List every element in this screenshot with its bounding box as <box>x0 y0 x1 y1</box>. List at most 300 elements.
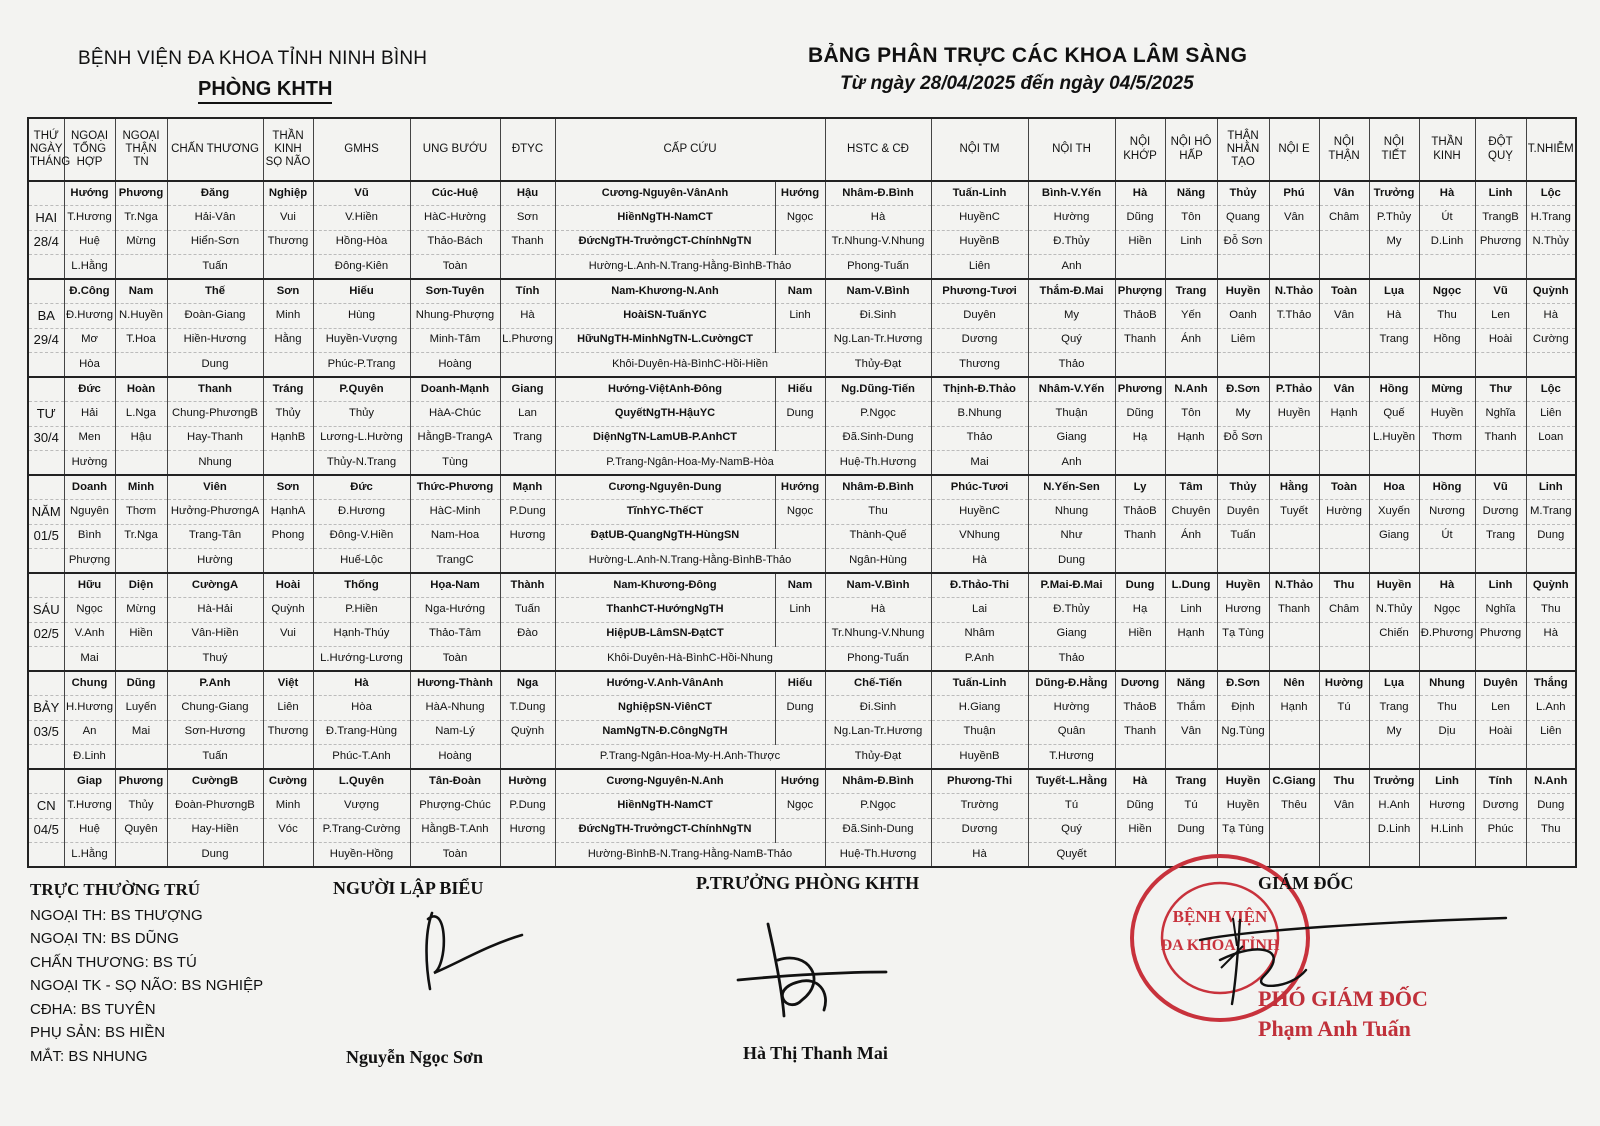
weekday-label: TƯ <box>28 402 64 427</box>
duty-cell: Huyền <box>1217 573 1269 598</box>
duty-cell: Nam-Khương-N.Anh <box>555 279 775 304</box>
duty-cell: Duyên <box>931 304 1028 329</box>
duty-cell: Hiền <box>1115 818 1165 843</box>
duty-cell: L.Nga <box>115 402 167 427</box>
duty-cell: Dịu <box>1419 720 1475 745</box>
duty-cell: HạnhB <box>263 426 313 451</box>
day-cell <box>28 843 64 868</box>
duty-cell: Quỳnh <box>1526 573 1576 598</box>
duty-cell: Hà <box>931 549 1028 574</box>
duty-cell: Oanh <box>1217 304 1269 329</box>
duty-cell: Liên <box>263 696 313 721</box>
duty-cell <box>775 720 825 745</box>
duty-cell: Trang <box>1165 769 1217 794</box>
duty-cell: Doanh <box>64 475 115 500</box>
duty-cell: Thanh <box>1269 598 1319 623</box>
column-header: THỨ NGÀY THÁNG <box>28 118 64 181</box>
duty-cell: Huế-Lộc <box>313 549 410 574</box>
duty-cell: Huệ-Th.Hương <box>825 843 931 868</box>
duty-cell: Dung <box>1115 573 1165 598</box>
resident-line: NGOẠI TK - SỌ NÃO: BS NGHIỆP <box>30 977 264 994</box>
duty-cell: Ngọc <box>1419 279 1475 304</box>
duty-cell: Chuyên <box>1165 500 1217 525</box>
duty-cell: HàC-Hường <box>410 206 500 231</box>
duty-cell <box>115 549 167 574</box>
duty-cell: Nam-Hoa <box>410 524 500 549</box>
duty-cell: Thương <box>263 720 313 745</box>
schedule-row <box>28 794 1576 819</box>
resident-line: NGOẠI TH: BS THƯỢNG <box>30 906 203 924</box>
duty-cell: ĐứcNgTH-TrưởngCT-ChínhNgTN <box>555 818 775 843</box>
duty-cell: Vượng <box>313 794 410 819</box>
duty-cell <box>1369 647 1419 672</box>
duty-cell <box>500 353 555 378</box>
duty-cell: N.Thủy <box>1369 598 1419 623</box>
duty-cell: Ng.Lan-Tr.Hương <box>825 328 931 353</box>
duty-cell <box>1475 549 1526 574</box>
duty-cell: Hằng <box>263 328 313 353</box>
duty-cell <box>1115 451 1165 476</box>
duty-cell: Phương <box>115 181 167 206</box>
duty-cell: T.Hương <box>1028 745 1115 770</box>
duty-cell: Mai <box>64 647 115 672</box>
duty-cell: Minh <box>263 794 313 819</box>
deputy-head-title: P.TRƯỞNG PHÒNG KHTH <box>696 873 920 893</box>
duty-cell: Hà <box>1369 304 1419 329</box>
duty-cell: Hà <box>1115 181 1165 206</box>
duty-cell: Quyết <box>1028 843 1115 868</box>
duty-cell <box>1526 549 1576 574</box>
duty-cell: Huyền <box>1217 769 1269 794</box>
duty-cell: Linh <box>1475 181 1526 206</box>
day-cell <box>28 671 64 696</box>
deputy-director-role: PHÓ GIÁM ĐỐC <box>1258 986 1428 1011</box>
duty-cell: Phương-Thi <box>931 769 1028 794</box>
duty-cell: Đoàn-Giang <box>167 304 263 329</box>
duty-cell: Len <box>1475 304 1526 329</box>
duty-cell <box>1269 647 1319 672</box>
duty-cell: My <box>1028 304 1115 329</box>
duty-cell: Giap <box>64 769 115 794</box>
duty-cell <box>115 843 167 868</box>
resident-line: MẮT: BS NHUNG <box>30 1047 148 1065</box>
duty-cell: Linh <box>1165 598 1217 623</box>
duty-cell: Dũng <box>1115 402 1165 427</box>
duty-cell: Huyền <box>1217 279 1269 304</box>
duty-cell <box>115 451 167 476</box>
schedule-row <box>28 647 1576 672</box>
duty-cell: HữuNgTH-MinhNgTN-L.CườngCT <box>555 328 775 353</box>
duty-cell: Hường-L.Anh-N.Trang-Hằng-BìnhB-Thảo <box>555 549 825 574</box>
duty-cell: An <box>64 720 115 745</box>
duty-cell: Hướng <box>775 769 825 794</box>
duty-cell: Hồng <box>1419 475 1475 500</box>
duty-cell: Lụa <box>1369 671 1419 696</box>
duty-cell <box>1526 745 1576 770</box>
date-label: 02/5 <box>28 622 64 647</box>
duty-cell: Phương <box>1475 622 1526 647</box>
resident-line: NGOẠI TN: BS DŨNG <box>30 930 179 947</box>
duty-cell: Linh <box>775 304 825 329</box>
duty-cell: Vũ <box>1475 475 1526 500</box>
duty-cell: Tạ Tùng <box>1217 818 1269 843</box>
duty-cell: Đ.Hương <box>64 304 115 329</box>
duty-cell: Cương-Nguyên-N.Anh <box>555 769 775 794</box>
duty-cell: Vân <box>1319 377 1369 402</box>
column-header: NỘI THẬN <box>1319 118 1369 181</box>
duty-cell: Nghĩa <box>1475 598 1526 623</box>
duty-cell: Toàn <box>410 843 500 868</box>
day-cell <box>28 573 64 598</box>
duty-cell: Hoàng <box>410 745 500 770</box>
duty-cell: Hường <box>1028 696 1115 721</box>
duty-cell: Hường <box>500 769 555 794</box>
duty-cell: Duyên <box>1475 671 1526 696</box>
duty-cell <box>1319 328 1369 353</box>
duty-cell: P.Dung <box>500 500 555 525</box>
duty-cell: Tân-Đoàn <box>410 769 500 794</box>
duty-cell: Giang <box>1028 622 1115 647</box>
duty-cell: Hà <box>931 843 1028 868</box>
duty-cell: Hòa <box>64 353 115 378</box>
duty-cell: Hồng-Hòa <box>313 230 410 255</box>
duty-cell: Quân <box>1028 720 1115 745</box>
duty-cell: Phong-Tuấn <box>825 647 931 672</box>
duty-cell: Tuấn-Linh <box>931 181 1028 206</box>
duty-cell: Đã.Sinh-Dung <box>825 818 931 843</box>
duty-cell: Vui <box>263 622 313 647</box>
maker-signature <box>418 905 528 995</box>
duty-cell: Thu <box>1319 769 1369 794</box>
duty-cell: Đ.Sơn <box>1217 377 1269 402</box>
duty-cell: Mừng <box>1419 377 1475 402</box>
day-cell <box>28 769 64 794</box>
duty-cell: Nam <box>115 279 167 304</box>
duty-cell: Phương-Tươi <box>931 279 1028 304</box>
duty-cell: Phương <box>115 769 167 794</box>
duty-cell: HuyềnB <box>931 745 1028 770</box>
duty-cell: ThanhCT-HướngNgTH <box>555 598 775 623</box>
duty-cell <box>1419 745 1475 770</box>
schedule-row <box>28 304 1576 329</box>
duty-cell: Tuyết-L.Hằng <box>1028 769 1115 794</box>
day-cell <box>28 377 64 402</box>
duty-cell: Liên <box>931 255 1028 280</box>
duty-cell: Phong <box>263 524 313 549</box>
duty-cell: Thức-Phương <box>410 475 500 500</box>
duty-cell: P.Anh <box>931 647 1028 672</box>
duty-cell: NghiệpSN-ViênCT <box>555 696 775 721</box>
duty-cell: Sơn <box>263 475 313 500</box>
duty-cell: Cương-Nguyên-Dung <box>555 475 775 500</box>
duty-cell: Thêu <box>1269 794 1319 819</box>
duty-cell: Giang <box>1028 426 1115 451</box>
duty-cell: Dung <box>1526 794 1576 819</box>
duty-cell: Khôi-Duyên-Hà-BìnhC-Hồi-Nhung <box>555 647 825 672</box>
schedule-row <box>28 524 1576 549</box>
duty-cell <box>1419 451 1475 476</box>
duty-cell: Trưởng <box>1369 769 1419 794</box>
duty-cell: Hường-BìnhB-N.Trang-Hằng-NamB-Thảo <box>555 843 825 868</box>
duty-cell: Xuyến <box>1369 500 1419 525</box>
duty-cell: Thủy <box>115 794 167 819</box>
deputy-director-name: Phạm Anh Tuấn <box>1258 1016 1411 1041</box>
duty-cell: My <box>1369 230 1419 255</box>
duty-cell <box>1115 745 1165 770</box>
duty-cell: Mừng <box>115 598 167 623</box>
duty-cell: Thơm <box>1419 426 1475 451</box>
duty-cell: N.Yến-Sen <box>1028 475 1115 500</box>
duty-cell: Thành-Quế <box>825 524 931 549</box>
column-header: NỘI TM <box>931 118 1028 181</box>
duty-cell: Thảo <box>931 426 1028 451</box>
duty-cell: Hải-Vân <box>167 206 263 231</box>
duty-cell: Khôi-Duyên-Hà-BìnhC-Hồi-Hiền <box>555 353 825 378</box>
duty-cell: Toàn <box>410 255 500 280</box>
duty-cell <box>1319 524 1369 549</box>
duty-cell <box>500 745 555 770</box>
column-header: ĐỘT QUỴ <box>1475 118 1526 181</box>
duty-cell: Hiền <box>115 622 167 647</box>
column-header: CẤP CỨU <box>555 118 825 181</box>
duty-cell: Ly <box>1115 475 1165 500</box>
duty-cell: Minh <box>263 304 313 329</box>
schedule-row <box>28 500 1576 525</box>
duty-cell: Thế <box>167 279 263 304</box>
duty-schedule-table <box>27 117 1577 868</box>
duty-cell: Thắng <box>1526 671 1576 696</box>
duty-cell: Trường <box>931 794 1028 819</box>
schedule-row <box>28 230 1576 255</box>
duty-cell: Hải <box>64 402 115 427</box>
duty-cell: Tuấn <box>1217 524 1269 549</box>
duty-cell <box>1419 549 1475 574</box>
date-label: 29/4 <box>28 328 64 353</box>
duty-cell: Trang <box>500 426 555 451</box>
duty-cell: Quỳnh <box>263 598 313 623</box>
duty-cell: Tuấn <box>167 255 263 280</box>
duty-cell: VNhung <box>931 524 1028 549</box>
duty-cell: Phúc-T.Anh <box>313 745 410 770</box>
duty-cell: V.Anh <box>64 622 115 647</box>
duty-cell: Hậu <box>500 181 555 206</box>
duty-cell <box>263 451 313 476</box>
duty-cell: Phúc <box>1475 818 1526 843</box>
duty-cell: Doanh-Mạnh <box>410 377 500 402</box>
column-header: T.NHIỄM <box>1526 118 1576 181</box>
duty-cell: Luyến <box>115 696 167 721</box>
duty-cell <box>500 255 555 280</box>
duty-cell: Huyền <box>1419 402 1475 427</box>
duty-cell <box>1269 230 1319 255</box>
duty-cell: Nhâm <box>931 622 1028 647</box>
duty-cell: P.Hiền <box>313 598 410 623</box>
duty-cell: Năng <box>1165 671 1217 696</box>
duty-cell: Hồng <box>1369 377 1419 402</box>
duty-cell <box>1419 647 1475 672</box>
duty-cell <box>1269 426 1319 451</box>
resident-duty-section <box>30 878 263 1068</box>
duty-cell: Thảo <box>1028 353 1115 378</box>
duty-cell <box>1319 745 1369 770</box>
duty-cell: Thuận <box>1028 402 1115 427</box>
duty-cell: Nhung <box>167 451 263 476</box>
weekday-label: BA <box>28 304 64 329</box>
duty-cell: Hương <box>1217 598 1269 623</box>
document-title: BẢNG PHÂN TRỰC CÁC KHOA LÂM SÀNG <box>808 44 1248 67</box>
duty-cell <box>1419 353 1475 378</box>
schedule-row <box>28 451 1576 476</box>
duty-cell <box>1269 353 1319 378</box>
duty-cell: Huệ <box>64 818 115 843</box>
duty-cell: Thương <box>263 230 313 255</box>
column-header: NỘI E <box>1269 118 1319 181</box>
duty-cell <box>263 745 313 770</box>
column-header: NỘI TIẾT <box>1369 118 1419 181</box>
duty-cell: HoàiSN-TuấnYC <box>555 304 775 329</box>
duty-cell: P.Mai-Đ.Mai <box>1028 573 1115 598</box>
day-cell <box>28 279 64 304</box>
duty-cell <box>1475 647 1526 672</box>
column-header: NGOẠI THẬN TN <box>115 118 167 181</box>
duty-cell: Hiền <box>1115 230 1165 255</box>
duty-cell: Vui <box>263 206 313 231</box>
day-cell <box>28 745 64 770</box>
duty-cell: N.Thảo <box>1269 279 1319 304</box>
duty-cell: Hạnh <box>1319 402 1369 427</box>
duty-cell: Phúc-P.Trang <box>313 353 410 378</box>
duty-cell: Trang-Tân <box>167 524 263 549</box>
duty-cell <box>1217 745 1269 770</box>
duty-cell <box>1369 353 1419 378</box>
duty-cell: P.Anh <box>167 671 263 696</box>
duty-cell: Đỗ Sơn <box>1217 230 1269 255</box>
duty-cell: Lộc <box>1526 181 1576 206</box>
duty-cell: Lương-L.Hường <box>313 426 410 451</box>
duty-cell: Linh <box>1165 230 1217 255</box>
duty-cell <box>1475 745 1526 770</box>
duty-cell: Đăng <box>167 181 263 206</box>
duty-cell: Nam-V.Bình <box>825 279 931 304</box>
duty-cell: Tú <box>1165 794 1217 819</box>
duty-cell: Hà <box>1526 304 1576 329</box>
duty-cell <box>1319 720 1369 745</box>
schedule-row <box>28 573 1576 598</box>
column-header: NGOẠI TỔNG HỢP <box>64 118 115 181</box>
duty-cell: L.Hướng-Lương <box>313 647 410 672</box>
duty-cell: Hòa <box>313 696 410 721</box>
duty-cell: Nguyên <box>64 500 115 525</box>
duty-cell: Phú <box>1269 181 1319 206</box>
weekday-label: CN <box>28 794 64 819</box>
duty-cell: TĩnhYC-ThếCT <box>555 500 775 525</box>
duty-cell: Hà <box>313 671 410 696</box>
duty-cell <box>1217 647 1269 672</box>
duty-cell <box>1319 426 1369 451</box>
duty-cell <box>500 451 555 476</box>
duty-cell: Việt <box>263 671 313 696</box>
duty-cell: Nên <box>1269 671 1319 696</box>
duty-cell: Hoa <box>1369 475 1419 500</box>
duty-cell: Liên <box>1526 402 1576 427</box>
duty-cell: Thống <box>313 573 410 598</box>
duty-cell <box>1319 622 1369 647</box>
duty-cell: Chung <box>64 671 115 696</box>
duty-cell <box>1369 843 1419 868</box>
duty-cell: P.Ngọc <box>825 402 931 427</box>
duty-cell <box>1475 451 1526 476</box>
duty-cell: Hương <box>1419 794 1475 819</box>
duty-cell: Thủy <box>1217 181 1269 206</box>
duty-cell: H.Anh <box>1369 794 1419 819</box>
stamp-text: ĐA KHOA TỈNH <box>1160 937 1280 954</box>
duty-cell <box>1165 451 1217 476</box>
duty-cell <box>263 647 313 672</box>
duty-cell: Trang <box>1369 328 1419 353</box>
duty-cell: Tr.Nhung-V.Nhung <box>825 622 931 647</box>
duty-cell: Tùng <box>410 451 500 476</box>
duty-cell: Bình <box>64 524 115 549</box>
duty-cell: Hiếu <box>313 279 410 304</box>
duty-cell: Liêm <box>1217 328 1269 353</box>
duty-cell: ThảoB <box>1115 500 1165 525</box>
duty-cell: Trưởng <box>1369 181 1419 206</box>
duty-cell <box>775 230 825 255</box>
duty-cell: Hạnh <box>1269 696 1319 721</box>
duty-cell: Trang <box>1165 279 1217 304</box>
duty-cell: Hà <box>1115 769 1165 794</box>
duty-cell: Dung <box>167 353 263 378</box>
duty-cell: Minh <box>115 475 167 500</box>
duty-cell <box>1319 230 1369 255</box>
duty-cell: Tr.Nga <box>115 206 167 231</box>
duty-cell: P.Trang-Ngân-Hoa-My-NamB-Hòa <box>555 451 825 476</box>
duty-cell: Phương <box>1475 230 1526 255</box>
duty-cell <box>1319 549 1369 574</box>
column-header: ĐTYC <box>500 118 555 181</box>
duty-cell: Men <box>64 426 115 451</box>
duty-cell: Thu <box>1319 573 1369 598</box>
duty-cell: Ng.Dũng-Tiến <box>825 377 931 402</box>
duty-cell: Ánh <box>1165 328 1217 353</box>
day-cell <box>28 353 64 378</box>
schedule-row <box>28 279 1576 304</box>
duty-cell <box>1269 622 1319 647</box>
column-header: NỘI HÔ HẤP <box>1165 118 1217 181</box>
duty-cell: Vũ <box>1475 279 1526 304</box>
duty-cell: Linh <box>1526 475 1576 500</box>
deputy-signature <box>738 920 888 1030</box>
duty-cell: Hiền-Hương <box>167 328 263 353</box>
duty-cell <box>1526 255 1576 280</box>
duty-cell <box>1269 524 1319 549</box>
duty-cell: Đào <box>500 622 555 647</box>
duty-cell: HiềnNgTH-NamCT <box>555 794 775 819</box>
document-date-range: Từ ngày 28/04/2025 đến ngày 04/5/2025 <box>840 73 1194 94</box>
weekday-label: NĂM <box>28 500 64 525</box>
duty-cell <box>1269 745 1319 770</box>
duty-cell <box>1369 745 1419 770</box>
weekday-label: BẢY <box>28 696 64 721</box>
duty-cell: Anh <box>1028 451 1115 476</box>
duty-cell <box>1526 451 1576 476</box>
duty-cell: Đông-V.Hiền <box>313 524 410 549</box>
duty-cell: TrangB <box>1475 206 1526 231</box>
duty-cell: Dung <box>775 402 825 427</box>
schedule-row <box>28 671 1576 696</box>
duty-cell: Vân <box>1319 794 1369 819</box>
duty-cell: My <box>1217 402 1269 427</box>
